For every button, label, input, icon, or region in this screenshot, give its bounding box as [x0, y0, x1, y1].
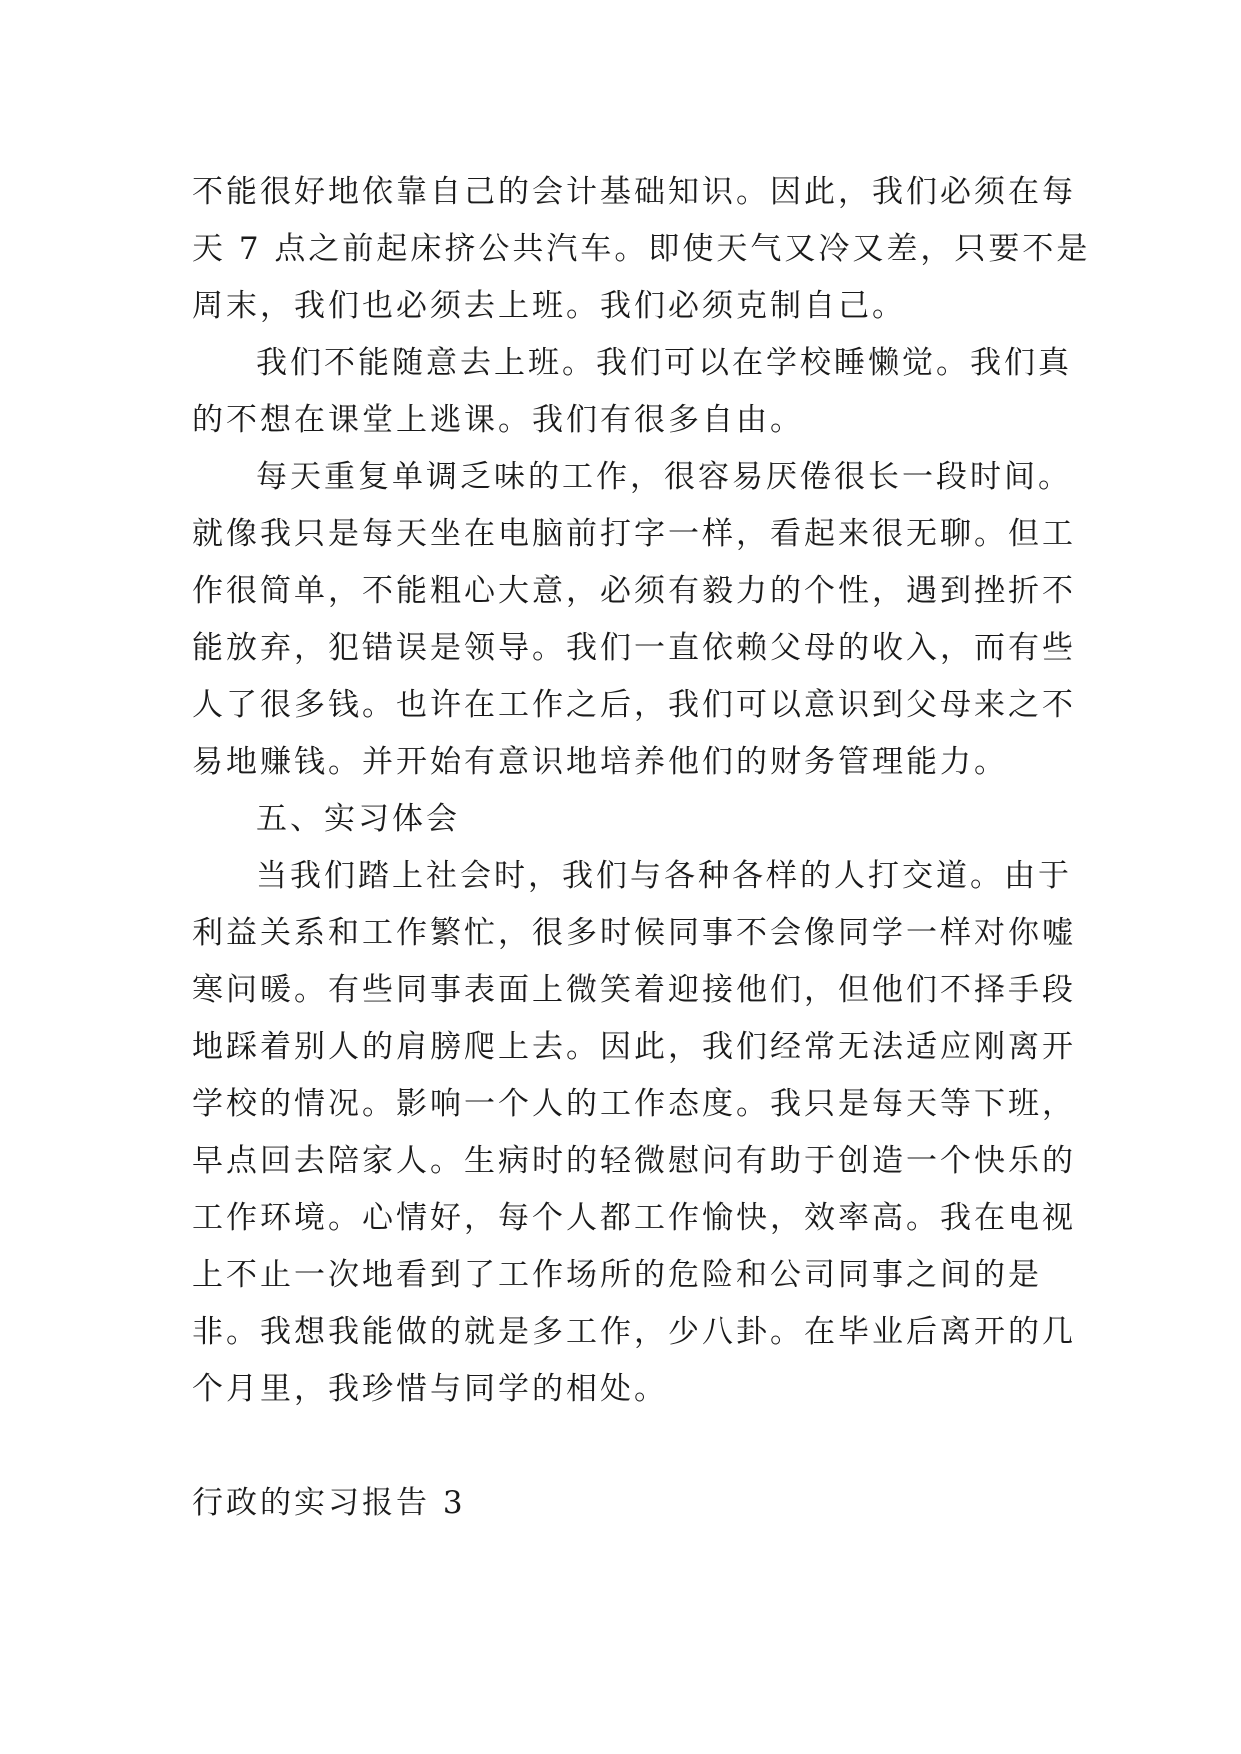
text-line: 寒问暖。有些同事表面上微笑着迎接他们，但他们不择手段	[192, 972, 1076, 1008]
text-line: 就像我只是每天坐在电脑前打字一样，看起来很无聊。但工	[192, 516, 1076, 552]
paragraph-first-line: 每天重复单调乏味的工作，很容易厌倦很长一段时间。	[256, 459, 1072, 495]
text-line: 易地赚钱。并开始有意识地培养他们的财务管理能力。	[192, 744, 1008, 780]
text-line: 人了很多钱。也许在工作之后，我们可以意识到父母来之不	[192, 687, 1076, 723]
text-line: 天 7 点之前起床挤公共汽车。即使天气又冷又差，只要不是	[192, 231, 1091, 267]
text-line: 早点回去陪家人。生病时的轻微慰问有助于创造一个快乐的	[192, 1143, 1076, 1179]
text-line: 地踩着别人的肩膀爬上去。因此，我们经常无法适应刚离开	[192, 1029, 1076, 1065]
document-heading: 行政的实习报告 3	[192, 1485, 466, 1521]
text-line: 个月里，我珍惜与同学的相处。	[192, 1371, 668, 1407]
text-line: 的不想在课堂上逃课。我们有很多自由。	[192, 402, 804, 438]
paragraph-first-line: 我们不能随意去上班。我们可以在学校睡懒觉。我们真	[256, 345, 1072, 381]
text-line: 利益关系和工作繁忙，很多时候同事不会像同学一样对你嘘	[192, 915, 1076, 951]
text-line: 非。我想我能做的就是多工作，少八卦。在毕业后离开的几	[192, 1314, 1076, 1350]
text-line: 能放弃，犯错误是领导。我们一直依赖父母的收入，而有些	[192, 630, 1076, 666]
section-heading: 五、实习体会	[256, 801, 460, 837]
text-line: 学校的情况。影响一个人的工作态度。我只是每天等下班，	[192, 1086, 1076, 1122]
paragraph-first-line: 当我们踏上社会时，我们与各种各样的人打交道。由于	[256, 858, 1072, 894]
text-line: 上不止一次地看到了工作场所的危险和公司同事之间的是	[192, 1257, 1042, 1293]
text-line: 工作环境。心情好，每个人都工作愉快，效率高。我在电视	[192, 1200, 1076, 1236]
text-line: 周末，我们也必须去上班。我们必须克制自己。	[192, 288, 906, 324]
text-line: 不能很好地依靠自己的会计基础知识。因此，我们必须在每	[192, 174, 1076, 210]
text-line: 作很简单，不能粗心大意，必须有毅力的个性，遇到挫折不	[192, 573, 1076, 609]
